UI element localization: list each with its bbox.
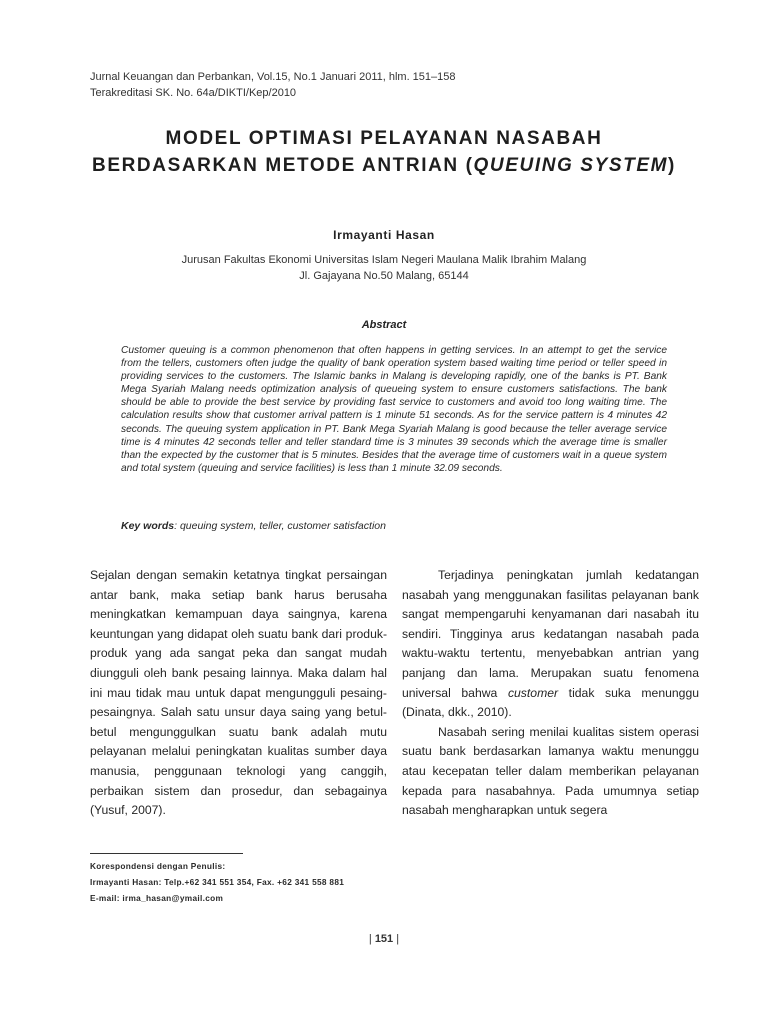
author-affiliation-block bbox=[0, 252, 768, 284]
correspondence-footnote bbox=[90, 858, 344, 906]
paper-title bbox=[0, 125, 768, 179]
title-line-2 bbox=[0, 152, 768, 179]
footnote-line-1: Korespondensi dengan Penulis: bbox=[90, 861, 226, 871]
italic-term: customer bbox=[507, 685, 559, 700]
footnote-divider bbox=[90, 853, 243, 854]
paragraph-text: tidak suka menunggu (Dinata, dkk., 2010). bbox=[402, 685, 700, 720]
title-line-2-italic: QUEUING SYSTEM bbox=[473, 155, 669, 176]
paragraph-text: Terjadinya peningkatan jumlah kedatangan nasabah yang menggunakan fasilitas pelayanan bank sangat mempengaruhi kenyamanan dari nasabah itu sendiri. Tingginya arus kedatangan nasabah pada waktu-waktu tertentu, menyebabkan antrian yang panjang dan lama. Merupakan suatu fenomena universal bahwa bbox=[402, 568, 699, 700]
abstract-text: Customer queuing is a common phenomenon that often happens in getting services. In an attempt to get the service from the tellers, customers often judge the quality of bank operation system based waiting time period or teller speed in providing services to the customers. The Islamic banks in Malang is developing rapidly, one of the banks is PT. Bank Mega Syariah Malang needs optimization analysis of queueing system to ensure customers satisfactions. The bank should be able to provide the best service by providing fast service to customers and avoid too long waiting time. The calculation results show that customer arrival pattern is 1 minute 51 seconds. As for the service pattern is 4 minutes 42 seconds. The queuing system application in PT. Bank Mega Syariah Malang is good because the teller average service time is 4 minutes 42 seconds teller and teller standard time is 3 minutes 39 seconds which the average time is smaller than the expected by the customer that is 5 minutes. Besides that the average time of customers wait in a queue system and total system (queuing and service facilities) is less than 1 minute 32.09 seconds. bbox=[121, 345, 667, 474]
author-address: Jl. Gajayana No.50 Malang, 65144 bbox=[299, 270, 469, 282]
page-number-left-bar: | bbox=[368, 933, 375, 945]
page-number bbox=[0, 933, 768, 945]
page-number-right-bar: | bbox=[393, 933, 400, 945]
author-name: Irmayanti Hasan bbox=[333, 228, 435, 242]
footnote-line-2: Irmayanti Hasan: Telp.+62 341 551 354, Fax. +62 341 558 881 bbox=[90, 877, 345, 887]
accreditation-line: Terakreditasi SK. No. 64a/DIKTI/Kep/2010 bbox=[90, 87, 297, 99]
journal-citation: Jurnal Keuangan dan Perbankan, Vol.15, No.1 Januari 2011, hlm. 151–158 bbox=[90, 71, 456, 83]
abstract-heading: Abstract bbox=[361, 319, 407, 331]
keywords-text: : queuing system, teller, customer satisfaction bbox=[174, 520, 386, 532]
title-line-1: MODEL OPTIMASI PELAYANAN NASABAH bbox=[165, 128, 603, 149]
keywords-label: Key words bbox=[121, 520, 175, 532]
body-column-left bbox=[90, 566, 387, 821]
body-paragraph: Sejalan dengan semakin ketatnya tingkat persaingan antar bank, maka setiap bank harus berusaha meningkatkan kemampuan daya saingnya, karena keuntungan yang didapat oleh suatu bank dari produk-produk yang ada sangat peka dan sangat mudah diungguli oleh bank pesaing lainnya. Maka dalam hal ini mau tidak mau untuk dapat mengungguli pesaing-pesaingnya. Salah satu unsur daya saing yang betul-betul mengunggulkan suatu bank adalah mutu pelayanan melalui peningkatan kualitas sumber daya manusia, penggunaan teknologi yang canggih, perbaikan sistem dan prosedur, dan sebagainya (Yusuf, 2007). bbox=[90, 568, 387, 818]
journal-header bbox=[90, 69, 456, 101]
page-number-value: 151 bbox=[374, 933, 394, 945]
author-affiliation: Jurusan Fakultas Ekonomi Universitas Islam Negeri Maulana Malik Ibrahim Malang bbox=[181, 254, 587, 266]
body-paragraph: Nasabah sering menilai kualitas sistem operasi suatu bank berdasarkan lamanya waktu menunggu atau kecepatan teller dalam memberikan pelayanan kepada para nasabahnya. Pada umumnya setiap nasabah mengharapkan untuk segera bbox=[402, 724, 699, 818]
title-line-2-prefix: BERDASARKAN METODE ANTRIAN ( bbox=[92, 155, 474, 176]
body-paragraph bbox=[402, 566, 699, 723]
body-column-right bbox=[402, 566, 699, 821]
footnote-line-3: E-mail: irma_hasan@ymail.com bbox=[90, 893, 224, 903]
keywords bbox=[121, 520, 667, 532]
title-line-2-suffix: ) bbox=[668, 155, 676, 176]
